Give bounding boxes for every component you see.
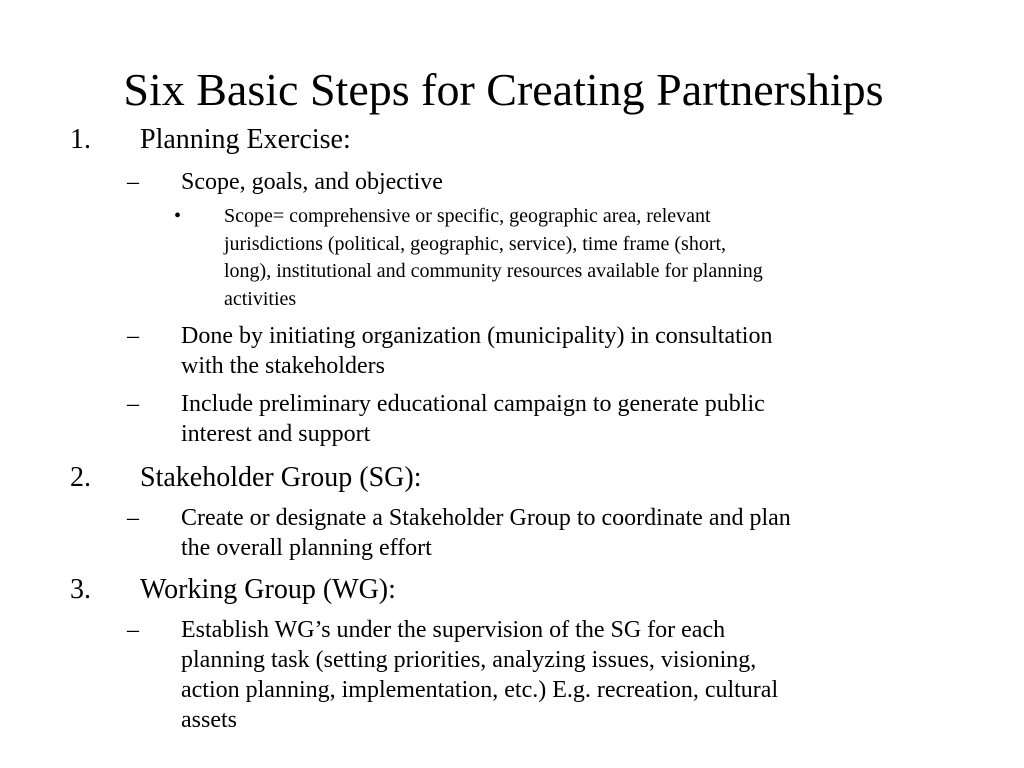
bullet-marker: • xyxy=(174,205,182,227)
sub-item-line: action planning, implementation, etc.) E.g. recreation, cultural xyxy=(181,677,779,703)
sub-item-line: the overall planning effort xyxy=(181,535,432,561)
bullet-line: Scope= comprehensive or specific, geographic area, relevant xyxy=(224,205,711,227)
sub-item-line: assets xyxy=(181,707,237,733)
dash-marker: – xyxy=(127,391,139,417)
bullet-line: long), institutional and community resources available for planning xyxy=(224,260,763,282)
dash-marker: – xyxy=(127,169,139,195)
dash-marker: – xyxy=(127,323,139,349)
step-heading: Working Group (WG): xyxy=(140,574,396,605)
bullet-line: jurisdictions (political, geographic, service), time frame (short, xyxy=(224,232,727,255)
sub-item-line: with the stakeholders xyxy=(181,353,385,379)
step-heading: Stakeholder Group (SG): xyxy=(140,462,422,493)
dash-marker: – xyxy=(127,617,139,643)
step-number: 2. xyxy=(70,462,91,493)
step-number: 1. xyxy=(70,124,91,155)
sub-item-line: Establish WG’s under the supervision of the SG for each xyxy=(181,617,726,643)
sub-item-line: planning task (setting priorities, analyzing issues, visioning, xyxy=(181,647,757,673)
sub-item-line: interest and support xyxy=(181,421,371,447)
sub-item-line: Create or designate a Stakeholder Group to coordinate and plan xyxy=(181,505,791,531)
sub-item-line: Done by initiating organization (municipality) in consultation xyxy=(181,323,773,349)
sub-item-line: Include preliminary educational campaign to generate public xyxy=(181,391,765,417)
slide-title: Six Basic Steps for Creating Partnerships xyxy=(123,64,884,115)
sub-item-text: Scope, goals, and objective xyxy=(181,169,443,195)
step-heading: Planning Exercise: xyxy=(140,124,351,155)
step-number: 3. xyxy=(70,574,91,605)
bullet-line: activities xyxy=(224,287,297,310)
dash-marker: – xyxy=(127,505,139,531)
